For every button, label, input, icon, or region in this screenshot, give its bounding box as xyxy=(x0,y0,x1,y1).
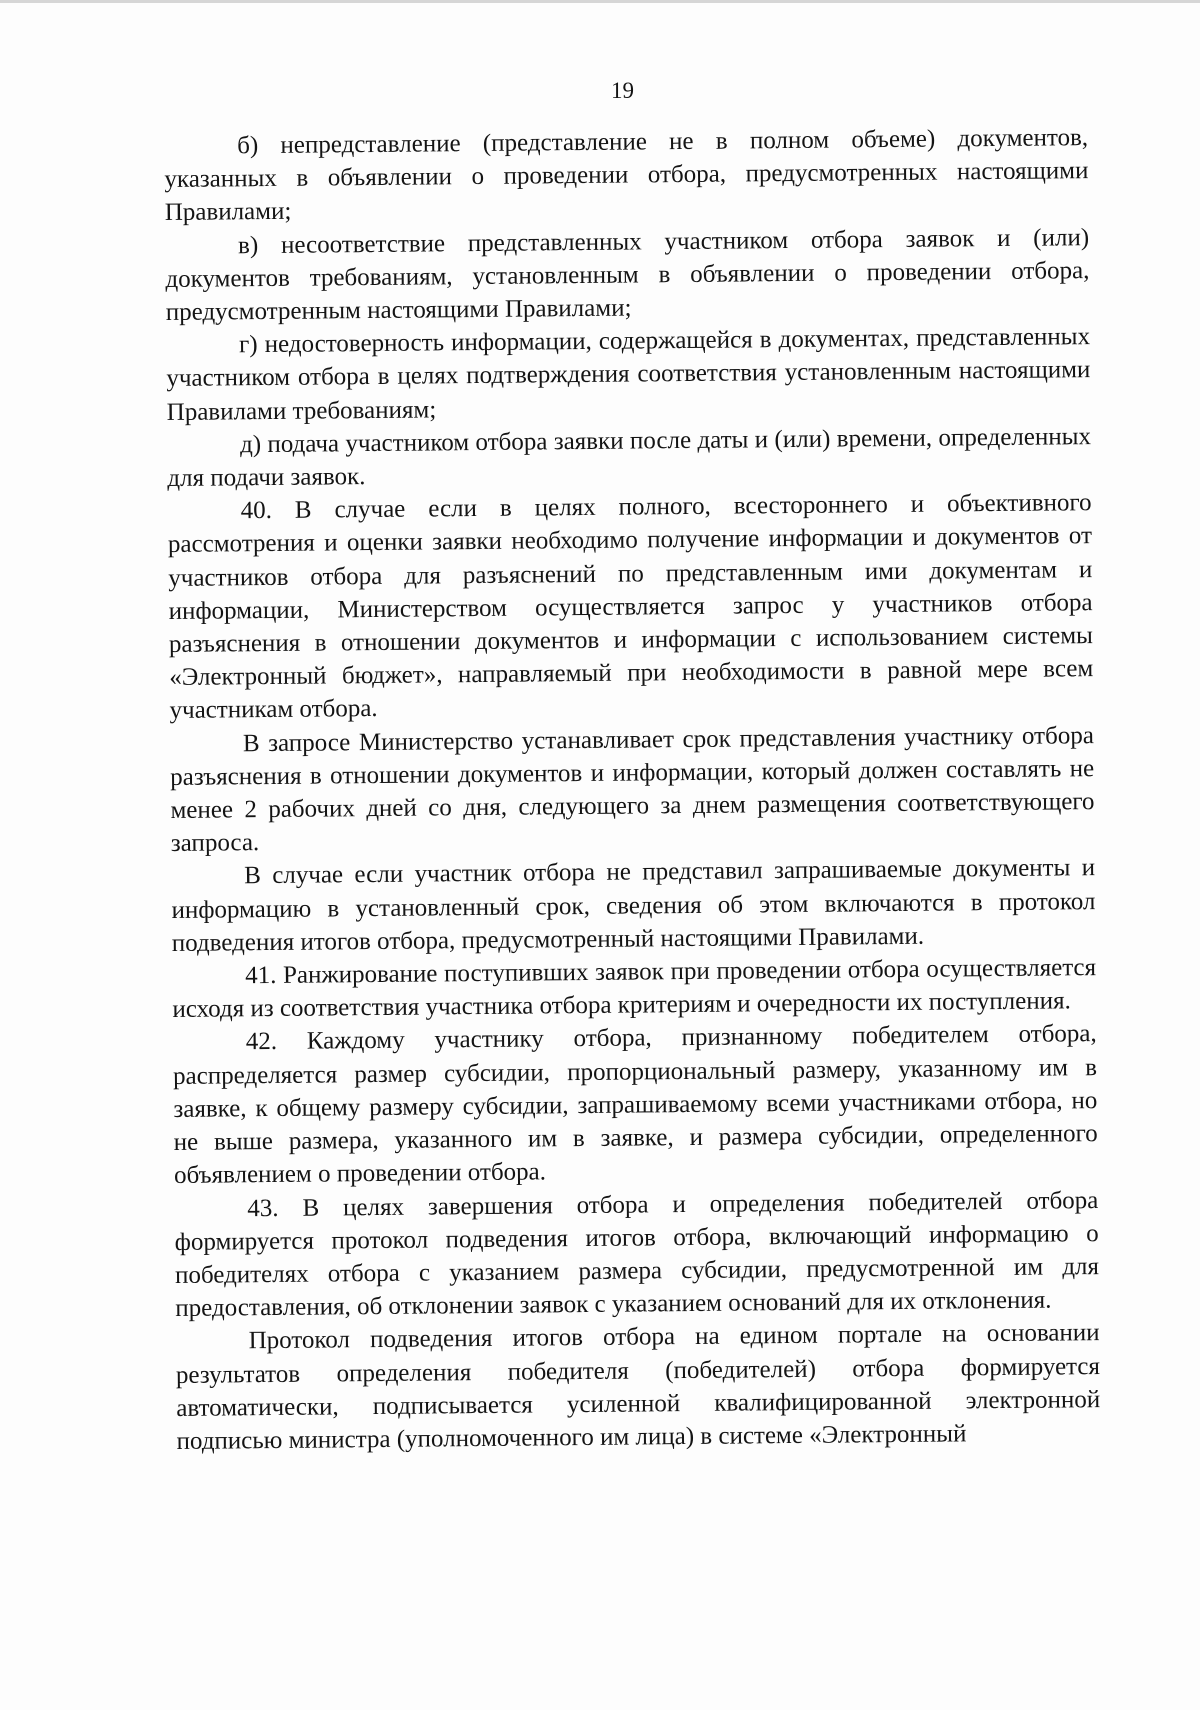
paragraph-40-request-deadline: В запросе Министерство устанавливает срок представления участнику отбора разъяснения в отношении документов и информации, который должен составлять не менее 2 рабочих дней со дня, следующего за днем размещения соответствующего запроса. xyxy=(170,721,1095,858)
paragraph-43-protocol: Протокол подведения итогов отбора на едином портале на основании результатов определения победителя (победителей) отбора формируется автоматически, подписывается усиленной квалифицированной электронной подписью министра (уполномоченного им лица) в системе «Электронный xyxy=(175,1319,1101,1455)
paragraph-42: 42. Каждому участнику отбора, признанному победителем отбора, распределяется размер субсидии, пропорциональный размеру, указанному им в заявке, к общему размеру субсидии, запрашиваемому всеми участниками отбора, но не выше размера, указанного им в заявке, и размера субсидии, определенного объявлением о проведении отбора. xyxy=(172,1020,1098,1190)
paragraph-v: в) несоответствие представленных участником отбора заявок и (или) документов требованиям, установленным в объявлении о проведении отбора, предусмотренным настоящими Правилами; xyxy=(165,223,1090,327)
paragraph-40: 40. В случае если в целях полного, всестороннего и объективного рассмотрения и оценки заявки необходимо получение информации и документов от участников отбора для разъяснений по представленным ими документам и информации, Министерством осуществляется запрос у участников отбора разъяснения в отношении документов и информации с использованием системы «Электронный бюджет», направляемый при необходимости в равной мере всем участникам отбора. xyxy=(167,489,1094,725)
paragraph-40-no-response: В случае если участник отбора не представил запрашиваемые документы и информацию в установленный срок, сведения об этом включаются в протокол подведения итогов отбора, предусмотренный настоящими Правилами. xyxy=(171,854,1096,957)
paragraph-43: 43. В целях завершения отбора и определения победителей отбора формируется протокол подведения итогов отбора, включающий информацию о победителях отбора с указанием размера субсидии, предусмотренной им для предоставления, об отклонении заявок с указанием оснований для их отклонения. xyxy=(174,1186,1100,1323)
paragraph-41: 41. Ранжирование поступивших заявок при проведении отбора осуществляется исходя из соответствия участника отбора критериям и очередности их поступления. xyxy=(172,954,1097,1024)
page-number: 19 xyxy=(611,78,634,103)
paragraph-b: б) непредставление (представление не в полном объеме) документов, указанных в объявлении о проведении отбора, предусмотренных настоящими Правилами; xyxy=(164,124,1089,227)
paragraph-g: г) недостоверность информации, содержащейся в документах, представленных участником отбора в целях подтверждения соответствия установленным настоящими Правилами требованиям; xyxy=(166,323,1091,426)
paragraph-d: д) подача участником отбора заявки после даты и (или) времени, определенных для подачи заявок. xyxy=(167,422,1092,493)
page-top-edge xyxy=(0,0,1200,3)
document-body xyxy=(164,121,1101,1458)
